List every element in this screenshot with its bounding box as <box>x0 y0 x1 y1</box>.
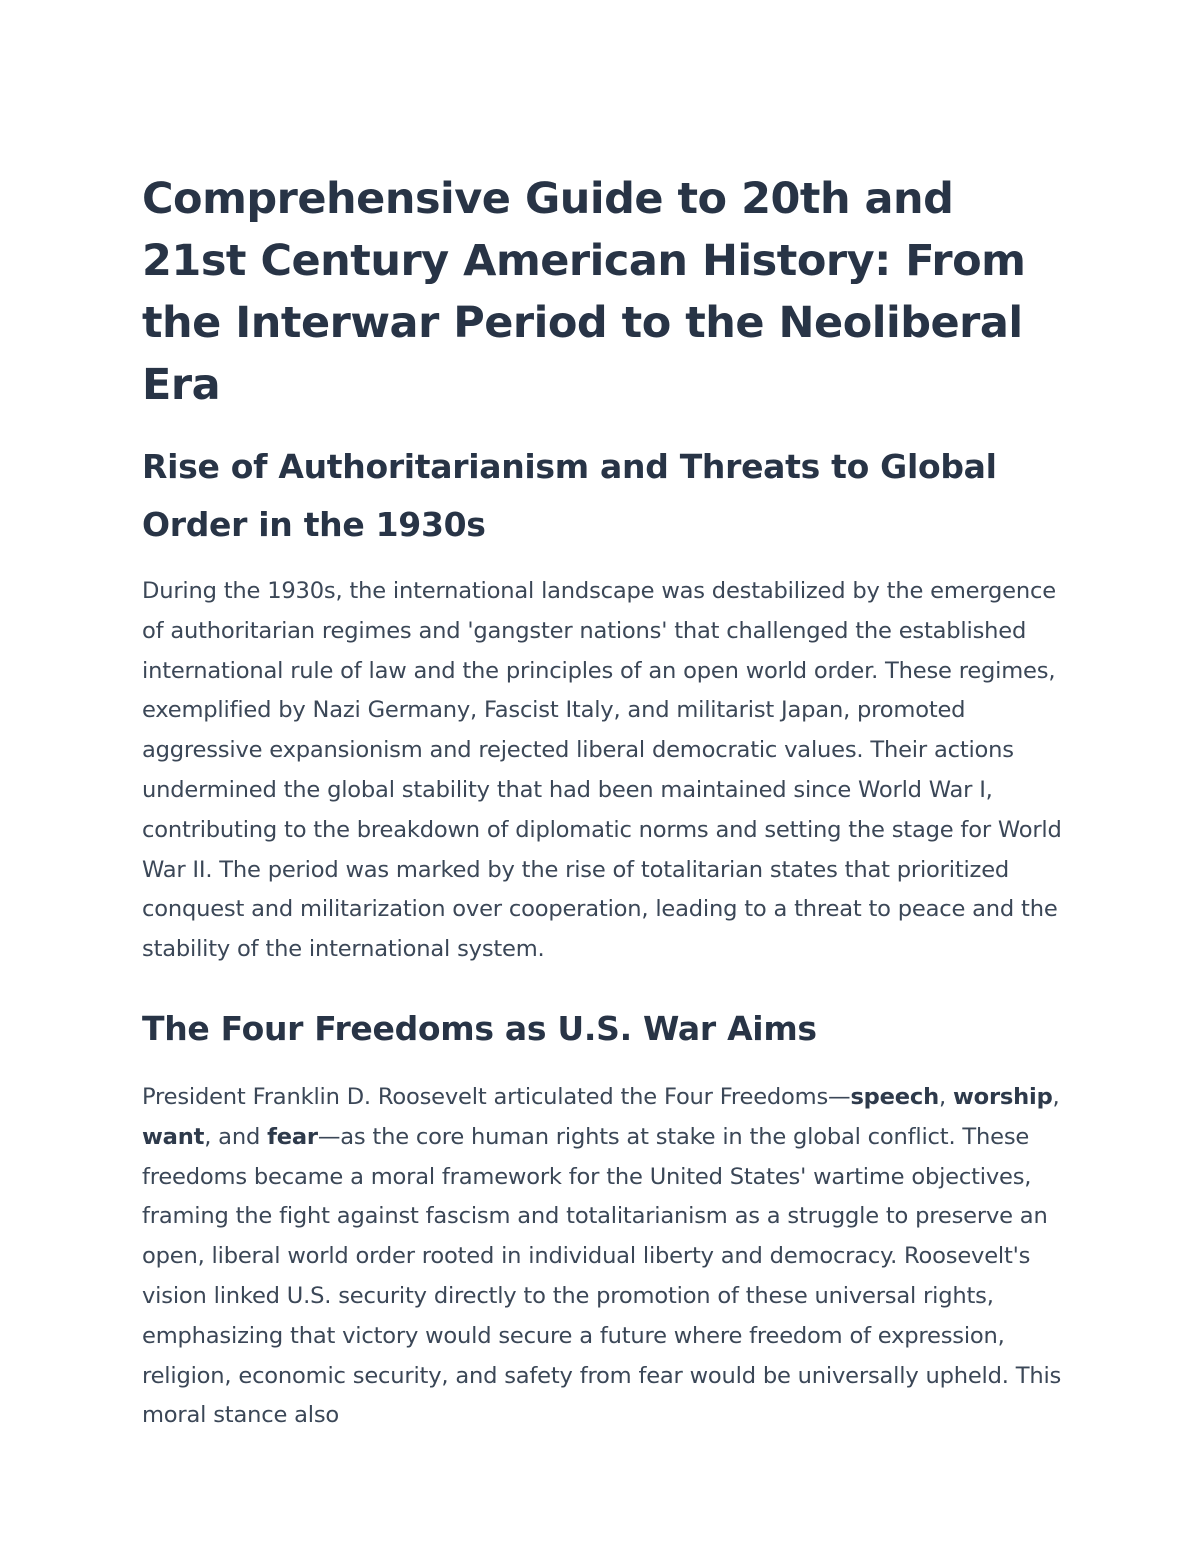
section-heading-authoritarianism: Rise of Authoritarianism and Threats to Global Order in the 1930s <box>142 447 997 544</box>
freedom-fear: fear <box>267 1123 318 1150</box>
section-heading-four-freedoms: The Four Freedoms as U.S. War Aims <box>142 1008 817 1048</box>
section-paragraph-four-freedoms <box>142 1078 1062 1436</box>
freedom-worship: worship <box>952 1083 1053 1110</box>
separator: , <box>938 1083 953 1110</box>
freedom-want: want <box>142 1123 205 1150</box>
document-title: Comprehensive Guide to 20th and 21st Century American History: From the Interwar Period to the Neoliberal Era <box>142 174 1026 410</box>
paragraph-rest: —as the core human rights at stake in the global conflict. These freedoms became a moral framework for the United States' wartime objectives, framing the fight against fascism and totalitarianism as a struggle to preserve an open, liberal world order rooted in individual liberty and democracy. Roosevelt's vision linked U.S. security directly to the promotion of these universal rights, emphasizing that victory would secure a future where freedom of expression, religion, economic security, and safety from fear would be universally upheld. This moral stance also <box>142 1123 1062 1429</box>
separator: , and <box>204 1123 268 1150</box>
paragraph-lead: President Franklin D. Roosevelt articulated the Four Freedoms— <box>142 1083 851 1110</box>
freedom-speech: speech <box>850 1083 939 1110</box>
document-page <box>142 168 1062 1436</box>
separator: , <box>1052 1083 1060 1110</box>
section-paragraph-authoritarianism: During the 1930s, the international landscape was destabilized by the emergence of authoritarian regimes and 'gangster nations' that challenged the established international rule of law and the principles of an open world order. These regimes, exemplified by Nazi Germany, Fascist Italy, and militarist Japan, promoted aggressive expansionism and rejected liberal democratic values. Their actions undermined the global stability that had been maintained since World War I, contributing to the breakdown of diplomatic norms and setting the stage for World War II. The period was marked by the rise of totalitarian states that prioritized conquest and militarization over cooperation, leading to a threat to peace and the stability of the international system. <box>142 578 1062 963</box>
